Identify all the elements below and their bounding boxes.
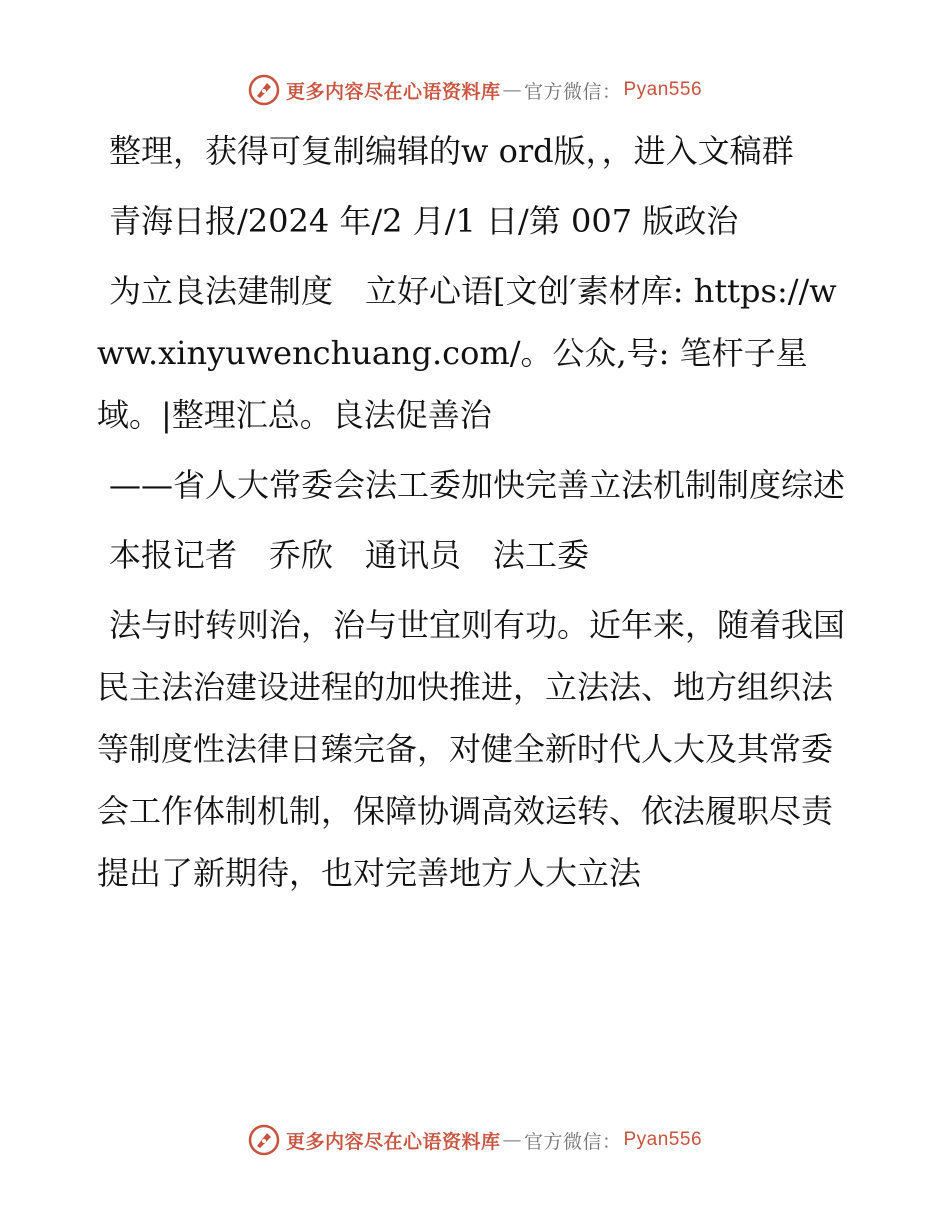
banner-contact-label: 官方微信： <box>523 1130 622 1153</box>
pen-nib-circle-icon <box>248 74 280 106</box>
paragraph-source: 青海日报/2024 年/2 月/1 日/第 007 版政治 <box>109 202 739 240</box>
paragraph-body: 法与时转则治，治与世宜则有功。近年来，随着我国民主法治建设进程的加快推进，立法法、地方组织法等制度性法律日臻完备，对健全新时代人大及其常委会工作体制机制，保障协调高效运转、依法履职尽责提出了新期待，也对完善地方人大立法 <box>97 606 846 892</box>
watermark-banner-top <box>0 70 950 110</box>
banner-contact-id: Pyan556 <box>623 1129 703 1150</box>
banner-text: 更多内容尽在心语资料库 <box>285 80 501 103</box>
banner-text: 更多内容尽在心语资料库 <box>285 1130 501 1153</box>
pen-nib-circle-icon <box>248 1124 280 1156</box>
paragraph-subheadline: ——省人大常委会法工委加快完善立法机制制度综述 <box>109 466 846 504</box>
document-body <box>97 120 857 912</box>
banner-contact-label: 官方微信： <box>523 80 622 103</box>
watermark-banner-bottom <box>0 1120 950 1160</box>
paragraph-intro: 整理，获得可复制编辑的w ord版，，进入文稿群 <box>109 132 794 170</box>
paragraph-byline: 本报记者 乔欣 通讯员 法工委 <box>109 536 590 574</box>
banner-separator: — <box>502 1129 522 1151</box>
banner-contact-id: Pyan556 <box>623 79 703 100</box>
banner-separator: — <box>502 79 522 101</box>
paragraph-headline: 为立良法建制度 立好心语[文创′素材库: https://www.xinyuwenchuang.com/。公众,号: 笔杆子星域。|整理汇总。良法促善治 <box>97 272 837 434</box>
